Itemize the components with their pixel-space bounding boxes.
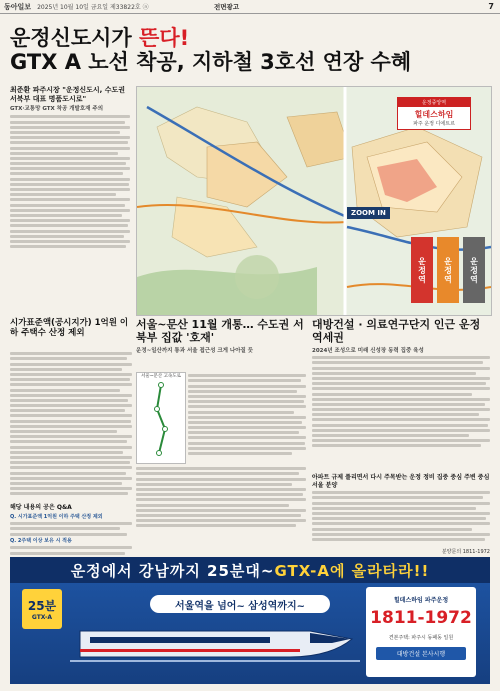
- ad-contact-box: [366, 587, 476, 677]
- route-diagram-label: 서울~문산 고속도로: [141, 374, 181, 379]
- newspaper-logo: 동아일보: [4, 1, 32, 11]
- qa-question-2: Q. 2주택 이상 보유 시 적용: [10, 537, 72, 544]
- badge-top-label: 운정중앙역: [398, 98, 470, 107]
- lede-subtitle: GTX·교통망 GTX 착공 개발호재 주의: [10, 106, 104, 112]
- route-diagram: [136, 372, 186, 464]
- zoom-in-label: ZOOM IN: [347, 207, 390, 219]
- ad-headline: [10, 557, 490, 583]
- station-tower-2: 운정역: [437, 237, 459, 303]
- badge-project-name: 힐데스하임: [414, 110, 454, 119]
- masthead: [0, 0, 500, 14]
- advertisement-banner: [10, 557, 490, 684]
- article2-body-lower: [136, 465, 306, 529]
- headline-line1-a: 운정신도시가: [10, 26, 140, 50]
- ad-headline-a: 운정에서 강남까지 25분대~: [70, 561, 275, 580]
- ad-headline-b: GTX-A에 올라타라!!: [274, 561, 430, 580]
- station-towers: [411, 237, 485, 303]
- ad-route-pill: 서울역을 넘어~ 삼성역까지~: [150, 595, 330, 613]
- headline: [10, 26, 470, 74]
- article3-lower: [312, 474, 490, 543]
- article2-subtitle: 운정~일산까지 통과 서울 접근성 크게 나아질 듯: [136, 348, 254, 354]
- station-tower-3: 운정역: [463, 237, 485, 303]
- contact-line: 분양문의 1811-1972: [441, 549, 490, 555]
- headline-line2: GTX A 노선 착공, 지하철 3호선 연장 수혜: [10, 50, 412, 74]
- ad-address: 견본주택: 파주시 동패동 일원: [388, 635, 454, 641]
- location-badge: [397, 97, 471, 130]
- article2-body: [188, 372, 306, 457]
- ad-time-badge: [22, 589, 62, 629]
- badge-subtitle: 파주 운정 디에트르: [413, 121, 455, 127]
- headline-line1-b: 뜬다!: [139, 26, 190, 50]
- body-text-block: [10, 115, 130, 248]
- article2-title: 서울~문산 11월 개통… 수도권 서북부 집값 '호재': [136, 318, 304, 344]
- article3-subhead: 아파트 규제 풀리면서 다시 주목받는 운정 정비 집중 중심 주변 중심 서울 분양: [312, 474, 490, 489]
- page-number: 7: [488, 2, 494, 11]
- area-map: [136, 86, 492, 316]
- route-line-graphic: [137, 379, 185, 459]
- qa-title: 해당 내용의 공은 Q&A: [10, 504, 72, 511]
- ad-time-badge-label: GTX-A: [31, 614, 53, 621]
- ad-developer: 대방건설 본사시행: [376, 647, 466, 660]
- lede-article: [10, 86, 130, 250]
- station-tower-1: 운정역: [411, 237, 433, 303]
- lede-title: 최준환 파주시장 "운정신도시, 수도권 서북부 대표 명품도시로": [10, 86, 126, 103]
- issue-date: 2025년 10월 10일 금요일 제33822호 ⓐ: [37, 4, 149, 11]
- article3-subtitle: 2024년 조성으로 미래 신성장 동력 집중 육성: [312, 348, 424, 354]
- ad-time-badge-value: 25분: [27, 599, 57, 613]
- article-seoul-munsan: [136, 318, 306, 356]
- left-section-body: [10, 350, 132, 497]
- qa-question-1: Q. 시가표준액 1억원 이하 주택 산정 제외: [10, 513, 103, 520]
- ad-project-name: 힐데스하임 파주운정: [393, 597, 449, 604]
- ad-phone-number[interactable]: 1811-1972: [370, 608, 472, 628]
- headline-line1: [10, 26, 470, 50]
- section-title: 전면광고: [214, 3, 240, 11]
- article3-title: 대방건설 · 의료연구단지 인근 운정 역세권: [312, 318, 481, 344]
- train-illustration: [70, 621, 360, 665]
- article-daebang: [312, 318, 490, 450]
- left-section-title: 시가표준액(공시지가) 1억원 이하 주택수 산정 제외: [10, 318, 129, 338]
